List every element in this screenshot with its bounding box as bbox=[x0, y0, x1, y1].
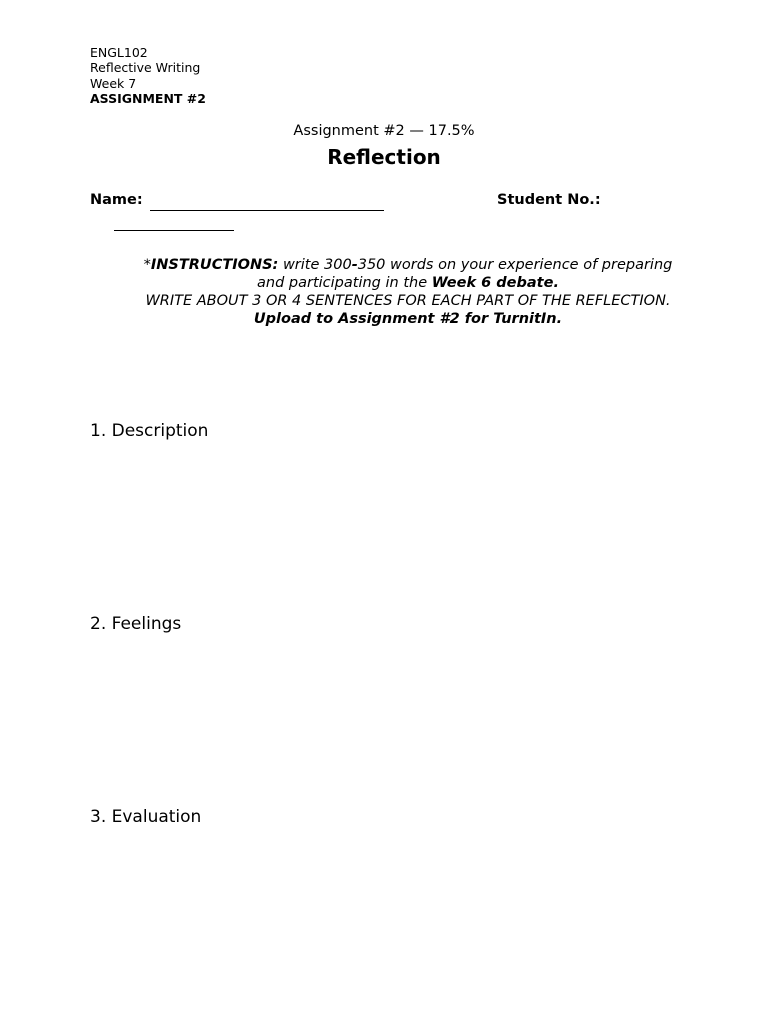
course-subject: Reflective Writing bbox=[90, 60, 201, 76]
name-field-line[interactable] bbox=[150, 210, 384, 211]
page-title: Reflection bbox=[327, 145, 441, 169]
assignment-subtitle: Assignment #2 — 17.5% bbox=[293, 123, 475, 139]
student-number-label: Student No.: bbox=[497, 192, 601, 208]
instructions-line-3: Upload to Assignment #2 for TurnitIn. bbox=[253, 311, 563, 327]
course-code: ENGL102 bbox=[90, 45, 148, 60]
student-number-field-line[interactable] bbox=[114, 230, 234, 231]
instructions-emphasis: Week 6 debate. bbox=[431, 275, 559, 291]
name-label: Name: bbox=[90, 192, 143, 208]
section-evaluation: 3. Evaluation bbox=[90, 807, 202, 827]
instructions-dash: - bbox=[351, 257, 358, 273]
document-header bbox=[90, 45, 206, 106]
instructions-text-2: 350 words on your experience of preparing and participating in the bbox=[257, 257, 673, 291]
course-week: Week 7 bbox=[90, 75, 137, 91]
assignment-label: ASSIGNMENT #2 bbox=[90, 90, 206, 106]
instructions-text-1: write 300 bbox=[278, 257, 352, 273]
instructions-block bbox=[140, 256, 676, 328]
section-description: 1. Description bbox=[90, 421, 209, 441]
section-feelings: 2. Feelings bbox=[90, 614, 182, 634]
instructions-line-2: WRITE ABOUT 3 OR 4 SENTENCES FOR EACH PART OF THE REFLECTION. bbox=[145, 293, 671, 309]
instructions-label: INSTRUCTIONS: bbox=[150, 257, 279, 273]
instructions-asterisk: * bbox=[143, 257, 151, 273]
